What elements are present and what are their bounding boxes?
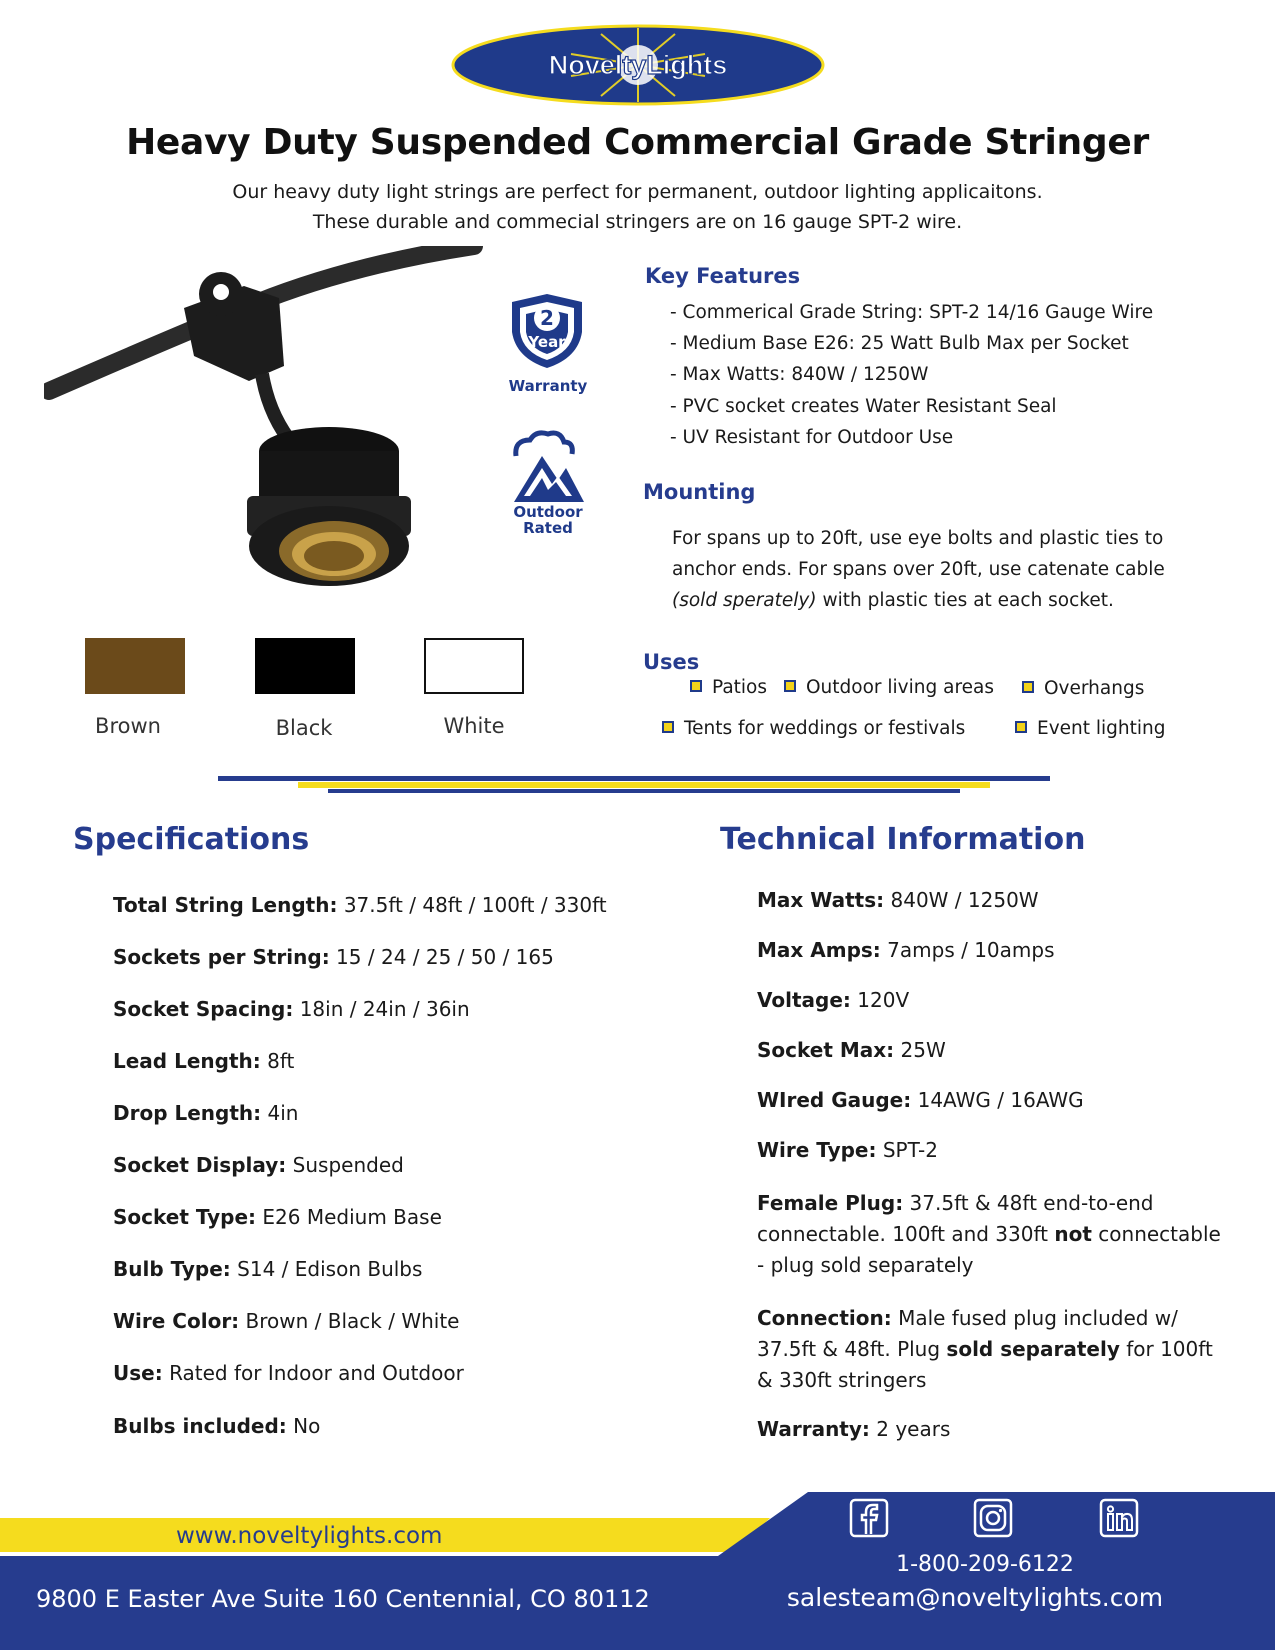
spec-row: Sockets per String: 15 / 24 / 25 / 50 / 165 bbox=[113, 945, 554, 969]
spec-row: Socket Type: E26 Medium Base bbox=[113, 1205, 442, 1229]
feature-item: - Medium Base E26: 25 Watt Bulb Max per Socket bbox=[670, 333, 1129, 354]
use-item: Patios bbox=[690, 677, 767, 698]
outdoor-mountain-icon bbox=[508, 430, 588, 506]
company-address: 9800 E Easter Ave Suite 160 Centennial, CO 80112 bbox=[36, 1585, 650, 1613]
tech-row: Socket Max: 25W bbox=[757, 1038, 946, 1062]
swatch-label-white: White bbox=[443, 714, 505, 738]
mounting-text: For spans up to 20ft, use eye bolts and plastic ties to anchor ends. For spans over 20ft, use catenate cable (sold sperately) with plastic ties at each socket. bbox=[672, 528, 1165, 611]
tech-row: Warranty: 2 years bbox=[757, 1417, 951, 1441]
spec-row: Bulb Type: S14 / Edison Bulbs bbox=[113, 1257, 423, 1281]
swatch-black bbox=[255, 638, 355, 694]
swatch-brown bbox=[85, 638, 185, 694]
use-item: Outdoor living areas bbox=[784, 677, 994, 698]
tech-row: Max Amps: 7amps / 10amps bbox=[757, 938, 1055, 962]
tech-connection: Connection: Male fused plug included w/ 37.5ft & 48ft. Plug sold separately for 100ft & 330ft stringers bbox=[757, 1306, 1213, 1392]
phone-number[interactable]: 1-800-209-6122 bbox=[896, 1552, 1074, 1577]
spec-row: Use: Rated for Indoor and Outdoor bbox=[113, 1361, 464, 1385]
tech-row: Wire Type: SPT-2 bbox=[757, 1138, 938, 1162]
spec-row: Wire Color: Brown / Black / White bbox=[113, 1309, 460, 1333]
svg-text:2: 2 bbox=[540, 306, 554, 330]
use-item: Overhangs bbox=[1022, 678, 1144, 699]
divider-middle bbox=[298, 782, 990, 788]
instagram-icon[interactable] bbox=[973, 1498, 1013, 1538]
swatch-label-black: Black bbox=[275, 716, 333, 740]
email-link[interactable]: salesteam@noveltylights.com bbox=[786, 1583, 1164, 1612]
outdoor-label-1: Outdoor bbox=[513, 503, 583, 521]
spec-row: Drop Length: 4in bbox=[113, 1101, 299, 1125]
spec-row: Socket Display: Suspended bbox=[113, 1153, 404, 1177]
key-features-heading: Key Features bbox=[645, 264, 801, 288]
intro-line-1: Our heavy duty light strings are perfect for permanent, outdoor lighting applicaitons. bbox=[232, 181, 1043, 203]
tech-row: WIred Gauge: 14AWG / 16AWG bbox=[757, 1088, 1084, 1112]
swatch-label-brown: Brown bbox=[95, 714, 161, 738]
bullet-square-icon bbox=[690, 680, 702, 692]
socket-product-image bbox=[44, 246, 484, 626]
spec-row: Bulbs included: No bbox=[113, 1414, 321, 1438]
noveltylights-logo bbox=[451, 24, 825, 106]
use-item: Tents for weddings or festivals bbox=[662, 718, 965, 739]
tech-row: Max Watts: 840W / 1250W bbox=[757, 888, 1039, 912]
feature-item: - Commerical Grade String: SPT-2 14/16 Gauge Wire bbox=[670, 302, 1154, 323]
linkedin-icon[interactable] bbox=[1099, 1498, 1139, 1538]
spec-row: Total String Length: 37.5ft / 48ft / 100ft / 330ft bbox=[113, 893, 607, 917]
facebook-icon[interactable] bbox=[849, 1498, 889, 1538]
warranty-label: Warranty bbox=[508, 377, 588, 395]
use-item: Event lighting bbox=[1015, 718, 1166, 739]
logo-text: NoveltyLights bbox=[548, 50, 728, 80]
warranty-shield-icon bbox=[508, 292, 586, 370]
feature-item: - PVC socket creates Water Resistant Seal bbox=[670, 396, 1057, 417]
bullet-square-icon bbox=[1015, 721, 1027, 733]
bullet-square-icon bbox=[1022, 681, 1034, 693]
spec-row: Lead Length: 8ft bbox=[113, 1049, 295, 1073]
uses-heading: Uses bbox=[643, 650, 700, 674]
tech-female-plug: Female Plug: 37.5ft & 48ft end-to-end connectable. 100ft and 330ft not connectable - plug sold separately bbox=[757, 1191, 1221, 1277]
website-link[interactable]: www.noveltylights.com bbox=[176, 1523, 443, 1549]
mounting-heading: Mounting bbox=[643, 480, 756, 504]
outdoor-label-2: Rated bbox=[523, 519, 573, 537]
feature-item: - UV Resistant for Outdoor Use bbox=[670, 427, 954, 448]
divider-top bbox=[218, 776, 1050, 781]
specifications-heading: Specifications bbox=[73, 822, 310, 857]
divider-bottom bbox=[328, 789, 960, 793]
page-title: Heavy Duty Suspended Commercial Grade Stringer bbox=[126, 122, 1149, 163]
bullet-square-icon bbox=[784, 680, 796, 692]
tech-row: Voltage: 120V bbox=[757, 988, 910, 1012]
feature-item: - Max Watts: 840W / 1250W bbox=[670, 364, 929, 385]
svg-text:Year: Year bbox=[528, 333, 566, 351]
intro-line-2: These durable and commecial stringers are on 16 gauge SPT-2 wire. bbox=[312, 211, 963, 233]
spec-row: Socket Spacing: 18in / 24in / 36in bbox=[113, 997, 470, 1021]
swatch-white bbox=[424, 638, 524, 694]
technical-heading: Technical Information bbox=[720, 822, 1086, 857]
bullet-square-icon bbox=[662, 721, 674, 733]
